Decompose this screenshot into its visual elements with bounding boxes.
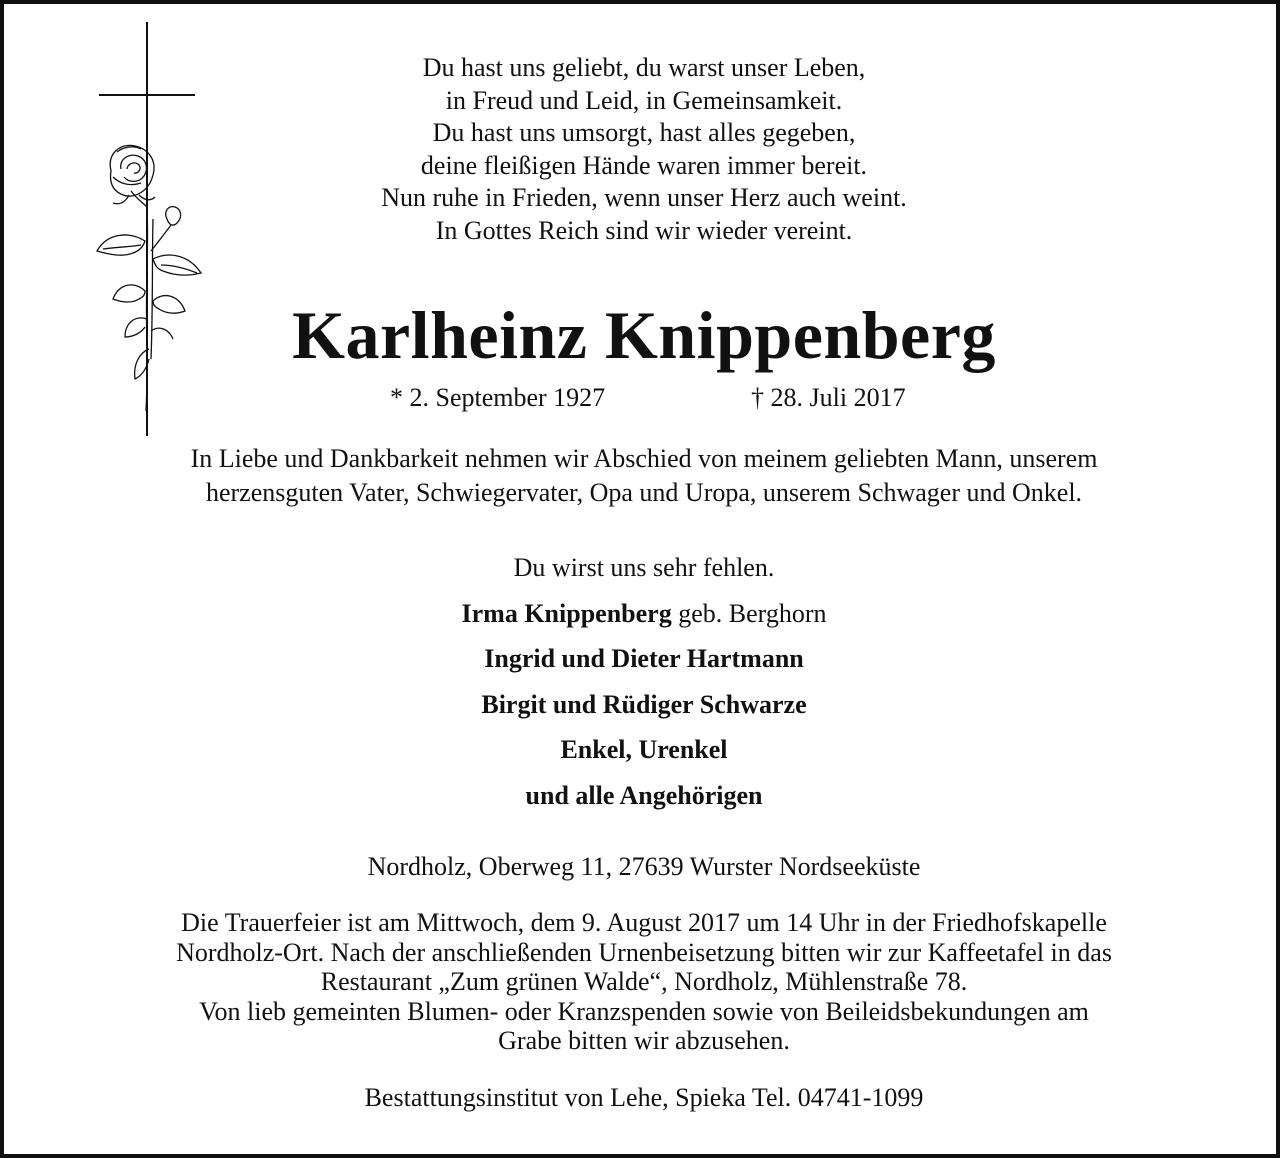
service-line: Von lieb gemeinten Blumen- oder Kranzspenden sowie von Beileidsbekundungen am [199, 996, 1089, 1026]
service-line: Die Trauerfeier ist am Mittwoch, dem 9. August 2017 um 14 Uhr in der Friedhofskapelle [181, 908, 1107, 937]
poem-line: In Gottes Reich sind wir wieder vereint. [435, 215, 853, 245]
mourner-family: Birgit und Rüdiger Schwarze [481, 689, 807, 719]
mourners-address: Nordholz, Oberweg 11, 27639 Wurster Nordseeküste [367, 852, 921, 881]
farewell-text [64, 442, 1224, 510]
widow-maiden-name: geb. Berghorn [678, 598, 827, 628]
memorial-poem [294, 52, 994, 247]
service-line: Grabe bitten wir abzusehen. [498, 1026, 790, 1055]
mourner-family: Ingrid und Dieter Hartmann [484, 644, 804, 673]
farewell-line: In Liebe und Dankbarkeit nehmen wir Abschied von meinem geliebten Mann, unserem [190, 444, 1098, 473]
service-line: Nordholz-Ort. Nach der anschließenden Urnenbeisetzung bitten wir zur Kaffeetafel in das [176, 937, 1112, 967]
death-date: † 28. Juli 2017 [751, 383, 906, 412]
mourner-family: und alle Angehörigen [525, 780, 763, 810]
poem-line: Du hast uns umsorgt, hast alles gegeben, [432, 118, 856, 147]
mourner-widow [4, 594, 1280, 640]
deceased-name: Karlheinz Knippenberg [292, 297, 996, 373]
cross-with-rose [89, 19, 219, 439]
undertaker-info: Bestattungsinstitut von Lehe, Spieka Tel. 04741-1099 [364, 1083, 924, 1112]
widow-name: Irma Knippenberg [461, 598, 672, 628]
service-line: Restaurant „Zum grünen Walde“, Nordholz, Mühlenstraße 78. [320, 967, 968, 996]
mourners-list [4, 548, 1280, 821]
birth-date: * 2. September 1927 [390, 383, 606, 412]
funeral-service-info [64, 908, 1224, 1056]
poem-line: deine fleißigen Hände waren immer bereit. [420, 150, 868, 180]
poem-line: Nun ruhe in Frieden, wenn unser Herz auch weint. [381, 183, 907, 212]
mourners-intro: Du wirst uns sehr fehlen. [513, 553, 775, 582]
poem-line: in Freud und Leid, in Gemeinsamkeit. [445, 85, 843, 115]
farewell-line: herzensguten Vater, Schwiegervater, Opa und Uropa, unserem Schwager und Onkel. [205, 478, 1083, 507]
poem-line: Du hast uns geliebt, du warst unser Leben, [422, 53, 866, 82]
mourner-family: Enkel, Urenkel [560, 735, 728, 764]
